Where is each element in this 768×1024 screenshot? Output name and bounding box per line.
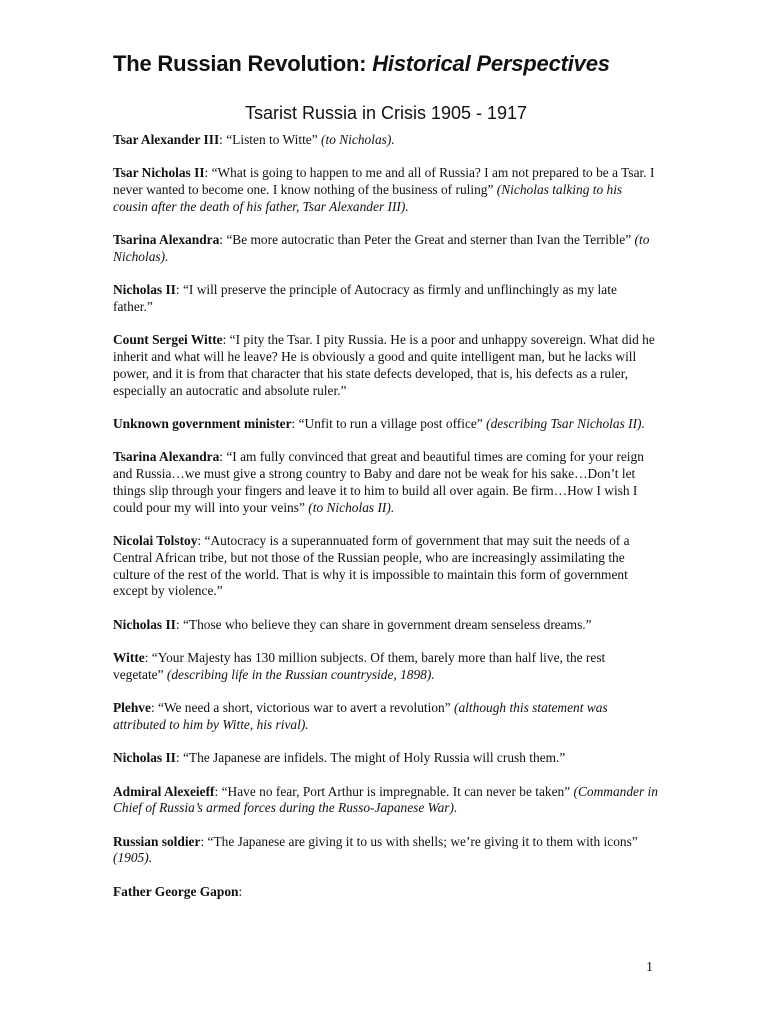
document-page: [113, 48, 659, 917]
quote-speaker: Nicholas II: [113, 616, 176, 632]
quote-entry: [113, 784, 659, 818]
quote-text: : “The Japanese are infidels. The might of Holy Russia will crush them.”: [175, 750, 566, 766]
quote-note: (Nicholas talking to his cousin after the death of his father, Tsar Alexander III).: [113, 182, 623, 214]
quote-entry: [113, 232, 659, 266]
quote-text: : “We need a short, victorious war to avert a revolution”: [150, 700, 455, 716]
document-title-italic: Historical Perspectives: [372, 51, 610, 76]
quote-entry: [113, 416, 659, 433]
document-title-main: The Russian Revolution:: [113, 51, 373, 76]
quote-entry: [113, 132, 659, 149]
quote-text: : “Unfit to run a village post office”: [291, 416, 487, 432]
document-title: [113, 48, 659, 80]
quote-speaker: Witte: [113, 650, 145, 666]
quote-note: (to Nicholas).: [321, 132, 395, 147]
quote-text: : “Have no fear, Port Arthur is impregnable. It can never be taken”: [214, 783, 574, 799]
quote-note: (1905).: [113, 850, 153, 866]
quote-entry: [113, 750, 659, 767]
quote-text: : “What is going to happen to me and all of Russia? I am not prepared to be a Tsar. I never wanted to become one. I know nothing of the business of ruling”: [113, 165, 655, 198]
quote-speaker: Nicholas II: [113, 282, 176, 298]
quote-note: (describing life in the Russian countryside, 1898).: [166, 666, 435, 682]
quote-speaker: Tsarina Alexandra: [113, 449, 220, 465]
quote-entry: [113, 617, 659, 634]
quote-text: : “I pity the Tsar. I pity Russia. He is a poor and unhappy sovereign. What did he inherit and what will he leave? He is obviously a good and quite intelligent man, but he lacks will power, and it is from that character that his state defects developed, that is, his defects as a ruler, especially an autocratic and absolute ruler.”: [113, 332, 655, 398]
quote-speaker: Admiral Alexeieff: [113, 783, 215, 799]
quote-speaker: Russian soldier: [113, 833, 201, 849]
quote-speaker: Nicholas II: [113, 750, 176, 766]
quote-note: (Commander in Chief of Russia’s armed forces during the Russo-Japanese War).: [113, 783, 658, 816]
quote-speaker: Count Sergei Witte: [113, 332, 223, 348]
quote-note: (to Nicholas).: [113, 232, 650, 264]
quote-entry: [113, 449, 659, 516]
quote-note: (to Nicholas II).: [308, 499, 395, 515]
quote-text: : “Those who believe they can share in government dream senseless dreams.”: [175, 616, 592, 632]
quote-speaker: Tsarina Alexandra: [113, 232, 220, 248]
quote-entry: [113, 282, 659, 316]
quote-speaker: Father George Gapon: [113, 883, 239, 899]
quote-text: : “I will preserve the principle of Autocracy as firmly and unflinchingly as my late father.”: [113, 282, 617, 315]
quote-speaker: Plehve: [113, 700, 151, 716]
quote-entry: [113, 165, 659, 215]
quote-entry: [113, 834, 659, 868]
quote-text: : “I am fully convinced that great and beautiful times are coming for your reign and Russia…we must give a strong country to Baby and dare not be weak for his sake…Don’t let things slip through your fingers and leave it to him to build all over again. Be firm…How I wish I could pour my will into your veins”: [113, 449, 644, 515]
quote-speaker: Tsar Nicholas II: [113, 165, 205, 181]
quote-text: :: [238, 883, 243, 899]
quote-entry: [113, 650, 659, 684]
quote-speaker: Unknown government minister: [113, 416, 292, 432]
quote-entry: [113, 700, 659, 734]
quote-note: (although this statement was attributed to him by Witte, his rival).: [113, 700, 608, 732]
quote-entry: [113, 533, 659, 600]
page-number: 1: [646, 960, 653, 975]
quote-speaker: Tsar Alexander III: [113, 132, 220, 147]
quote-text: : “Listen to Witte”: [219, 132, 322, 147]
quote-text: : “Your Majesty has 130 million subjects. Of them, barely more than half live, the rest vegetate”: [113, 650, 606, 682]
quote-entry: [113, 332, 659, 399]
quote-text: : “Autocracy is a superannuated form of government that may suit the needs of a Central African tribe, but not those of the Russian people, who are increasingly assimilating the culture of the rest of the world. That is why it is impossible to maintain this form of government except by violence.”: [113, 533, 630, 599]
quote-speaker: Nicolai Tolstoy: [113, 533, 198, 549]
quote-entry: [113, 884, 659, 901]
section-heading: Tsarist Russia in Crisis 1905 - 1917: [244, 103, 528, 123]
quote-note: (describing Tsar Nicholas II).: [486, 416, 645, 432]
quote-text: : “Be more autocratic than Peter the Great and sterner than Ivan the Terrible”: [219, 232, 635, 248]
quote-text: : “The Japanese are giving it to us with shells; we’re giving it to them with icons”: [200, 833, 638, 849]
